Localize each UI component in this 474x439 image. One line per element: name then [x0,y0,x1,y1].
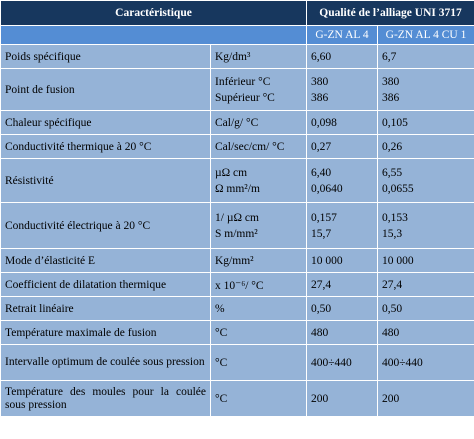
unit-cell: Cal/g/ °C [211,111,307,135]
value-cell: 0,098 [307,111,378,135]
unit-cell [211,203,307,249]
unit-line: 1/ µΩ cm [215,211,259,224]
table-row [1,249,474,273]
property-cell: Point de fusion [1,69,211,111]
alloy-1-header: G-ZN AL 4 [307,26,378,45]
value-line: 0,0640 [311,182,343,195]
unit-cell: Kg/mm² [211,249,307,273]
unit-cell: °C [211,321,307,345]
table-row [1,111,474,135]
header-row [1,1,474,26]
unit-cell: °C [211,381,307,417]
value-cell [307,159,378,203]
table-row [1,159,474,203]
value-cell: 0,27 [307,135,378,159]
value-line: 15,3 [382,227,403,240]
property-cell: Chaleur spécifique [1,111,211,135]
unit-cell: °C [211,345,307,381]
property-cell: Conductivité électrique à 20 °C [1,203,211,249]
unit-cell: Cal/sec/cm/ °C [211,135,307,159]
value-line: 386 [311,91,329,104]
value-cell: 0,26 [378,135,474,159]
value-cell: 480 [307,321,378,345]
unit-cell: Kg/dm³ [211,45,307,69]
value-cell: 200 [307,381,378,417]
value-cell: 6,7 [378,45,474,69]
value-cell: 400÷440 [307,345,378,381]
value-cell: 27,4 [307,273,378,297]
value-line: 380 [311,75,329,88]
property-cell: Température des moules pour la coulée sous pression [1,381,211,417]
value-cell: 0,105 [378,111,474,135]
value-cell: 27,4 [378,273,474,297]
table-row [1,45,474,69]
unit-line: µΩ cm [215,166,248,179]
value-line: 0,153 [382,211,408,224]
unit-cell: x 10⁻⁶/ °C [211,273,307,297]
alloy-2-header: G-ZN AL 4 CU 1 [378,26,474,45]
characteristic-header: Caractéristique [1,1,307,26]
property-cell: Résistivité [1,159,211,203]
property-cell: Retrait linéaire [1,297,211,321]
value-line: 0,0655 [382,182,414,195]
value-line: 380 [382,75,400,88]
unit-line: S m/mm² [215,227,258,240]
unit-line: Supérieur °C [215,91,275,104]
value-cell: 0,50 [378,297,474,321]
table-row [1,381,474,417]
value-cell [307,69,378,111]
value-cell [378,159,474,203]
table-row [1,273,474,297]
value-cell [307,203,378,249]
value-cell: 480 [378,321,474,345]
value-line: 386 [382,91,400,104]
property-cell: Mode d’élasticité E [1,249,211,273]
value-line: 6,40 [311,166,332,179]
subheader-row [1,26,474,45]
value-cell: 400÷440 [378,345,474,381]
value-cell: 6,60 [307,45,378,69]
unit-cell: % [211,297,307,321]
value-cell: 200 [378,381,474,417]
unit-cell [211,69,307,111]
property-cell: Intervalle optimum de coulée sous pression [1,345,211,381]
property-cell: Conductivité thermique à 20 °C [1,135,211,159]
unit-line: Ω mm²/m [215,182,260,195]
value-cell [378,69,474,111]
unit-line: Inférieur °C [215,75,271,88]
table-row [1,69,474,111]
value-line: 15,7 [311,227,332,240]
value-cell: 0,50 [307,297,378,321]
value-cell: 10 000 [378,249,474,273]
value-line: 6,55 [382,166,403,179]
property-cell: Poids spécifique [1,45,211,69]
unit-cell [211,159,307,203]
property-cell: Coefficient de dilatation thermique [1,273,211,297]
table-row [1,135,474,159]
table-row [1,345,474,381]
table-row [1,297,474,321]
table-row [1,321,474,345]
subheader-blank [1,26,307,45]
value-cell [378,203,474,249]
property-cell: Température maximale de fusion [1,321,211,345]
value-cell: 10 000 [307,249,378,273]
alloy-quality-header: Qualité de l’alliage UNI 3717 [307,1,474,26]
table-row [1,203,474,249]
value-line: 0,157 [311,211,337,224]
